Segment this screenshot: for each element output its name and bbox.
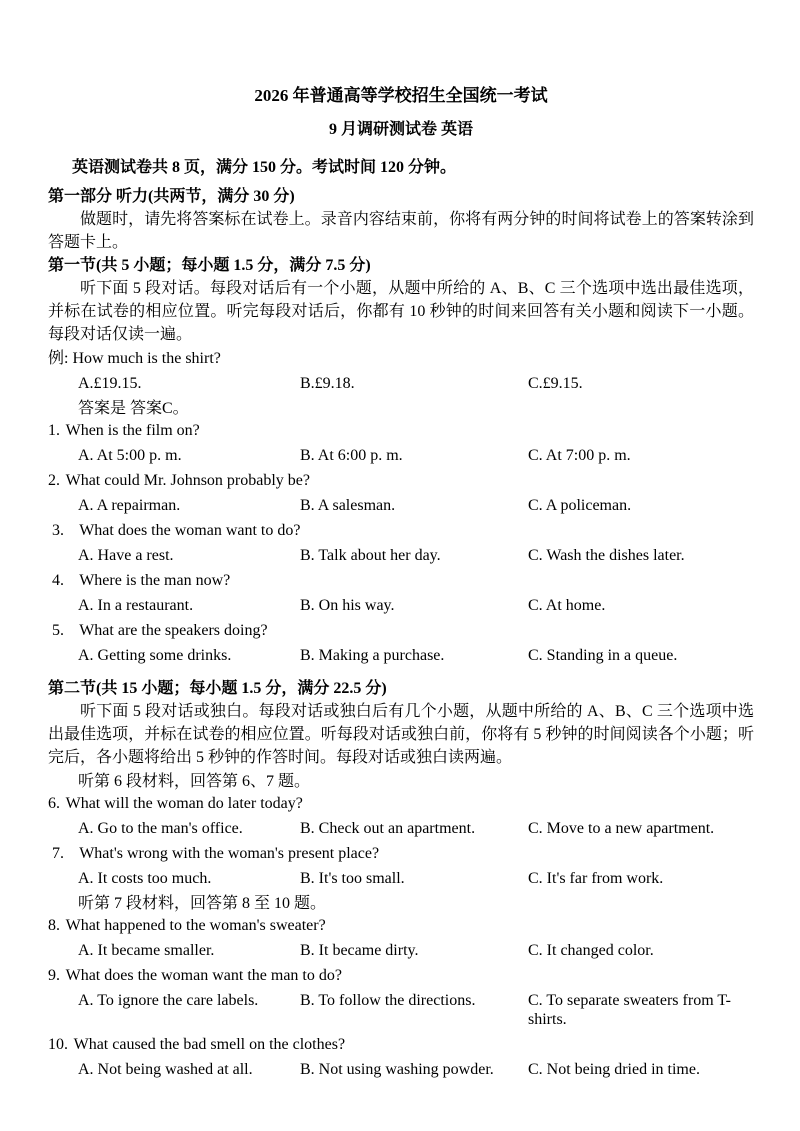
question-text: What does the woman want to do? [79,522,301,539]
option-a: A. It costs too much. [78,870,212,887]
option-c: C. Wash the dishes later. [528,547,685,564]
option-a: A. To ignore the care labels. [78,992,259,1009]
example-question: 例: How much is the shirt? [48,350,221,367]
option-a: A. Go to the man's office. [78,820,243,837]
listening-note: 做题时，请先将答案标在试卷上。录音内容结束前，你将有两分钟的时间将试卷上的答案转涂到答题卡上。 [48,211,754,251]
option-b: B. At 6:00 p. m. [300,447,403,464]
question-row-10 [48,1035,754,1054]
option-c: C. A policeman. [528,497,632,514]
question-options-8 [48,941,754,960]
option-b: B. To follow the directions. [300,992,476,1009]
option-b: B. Check out an apartment. [300,820,476,837]
question-number: 1. [48,422,60,439]
question-options-1 [48,446,754,465]
option-b: B. Making a purchase. [300,647,445,664]
question-options-5 [48,646,754,665]
question-number: 2. [48,472,60,489]
example-option-a: A.£19.15. [78,375,142,392]
option-b: B. Not using washing powder. [300,1061,494,1078]
question-number: 7. [52,845,64,862]
option-c: C. To separate sweaters from T-shirts. [528,992,731,1028]
page-title: 2026 年普通高等学校招生全国统一考试 [254,86,548,105]
option-c: C. It's far from work. [528,870,664,887]
example-options [48,374,754,393]
question-row-4 [48,571,754,590]
question-row-6 [48,794,754,813]
option-c: C. Not being dried in time. [528,1061,700,1078]
question-number: 8. [48,917,60,934]
part1-heading: 第一部分 听力(共两节，满分 30 分) [48,188,295,205]
page-subtitle: 9 月调研测试卷 英语 [328,121,473,138]
option-a: A. Getting some drinks. [78,647,232,664]
option-a: A. In a restaurant. [78,597,194,614]
exam-info: 英语测试卷共 8 页，满分 150 分。考试时间 120 分钟。 [72,159,457,176]
question-options-3 [48,546,754,565]
material-prompt-8-10: 听第 7 段材料，回答第 8 至 10 题。 [78,895,327,912]
question-number: 6. [48,795,60,812]
option-b: B. Talk about her day. [300,547,441,564]
option-a: A. A repairman. [78,497,181,514]
option-b: B. On his way. [300,597,395,614]
question-text: What are the speakers doing? [79,622,268,639]
question-text: What does the woman want the man to do? [65,967,342,984]
option-c: C. At home. [528,597,606,614]
section1-instructions: 听下面 5 段对话。每段对话后有一个小题，从题中所给的 A、B、C 三个选项中选出最佳选项，并标在试卷的相应位置。听完每段对话后，你都有 10 秒钟的时间来回答有关小题和阅读下一小题。每段对话仅读一遍。 [48,280,754,343]
example-answer: 答案是 答案C。 [78,400,189,417]
option-b: B. A salesman. [300,497,396,514]
example-option-c: C.£9.15. [528,375,583,392]
section1-heading: 第一节(共 5 小题；每小题 1.5 分，满分 7.5 分) [48,257,371,274]
question-options-6 [48,819,754,838]
question-number: 9. [48,967,60,984]
question-text: What happened to the woman's sweater? [65,917,326,934]
option-c: C. Move to a new apartment. [528,820,715,837]
question-options-10 [48,1060,754,1079]
option-c: C. Standing in a queue. [528,647,678,664]
option-a: A. At 5:00 p. m. [78,447,182,464]
question-row-5 [48,621,754,640]
question-text: What's wrong with the woman's present place? [79,845,380,862]
question-row-7 [48,844,754,863]
material-prompt-6-7: 听第 6 段材料，回答第 6、7 题。 [78,773,311,790]
option-b: B. It became dirty. [300,942,419,959]
question-number: 5. [52,622,64,639]
question-options-7 [48,869,754,888]
question-text: What will the woman do later today? [65,795,303,812]
section2-heading: 第二节(共 15 小题；每小题 1.5 分，满分 22.5 分) [48,680,387,697]
section2-instructions: 听下面 5 段对话或独白。每段对话或独白后有几个小题，从题中所给的 A、B、C 三个选项中选出最佳选项，并标在试卷的相应位置。听每段对话或独白前，你将有 5 秒钟的时间阅读各个小题；听完后，各小题将给出 5 秒钟的作答时间。每段对话或独白读两遍。 [48,703,754,766]
option-c: C. At 7:00 p. m. [528,447,631,464]
question-number: 10. [48,1036,68,1053]
question-number: 4. [52,572,64,589]
question-options-2 [48,496,754,515]
question-text: Where is the man now? [79,572,231,589]
question-row-8 [48,916,754,935]
example-option-b: B.£9.18. [300,375,355,392]
option-b: B. It's too small. [300,870,405,887]
question-number: 3. [52,522,64,539]
question-row-2 [48,471,754,490]
option-a: A. It became smaller. [78,942,215,959]
question-options-4 [48,596,754,615]
question-row-9 [48,966,754,985]
option-a: A. Have a rest. [78,547,174,564]
option-c: C. It changed color. [528,942,654,959]
question-text: What could Mr. Johnson probably be? [65,472,310,489]
option-a: A. Not being washed at all. [78,1061,253,1078]
question-row-3 [48,521,754,540]
question-text: What caused the bad smell on the clothes? [73,1036,346,1053]
question-row-1 [48,421,754,440]
question-text: When is the film on? [65,422,200,439]
question-options-9 [48,991,754,1029]
